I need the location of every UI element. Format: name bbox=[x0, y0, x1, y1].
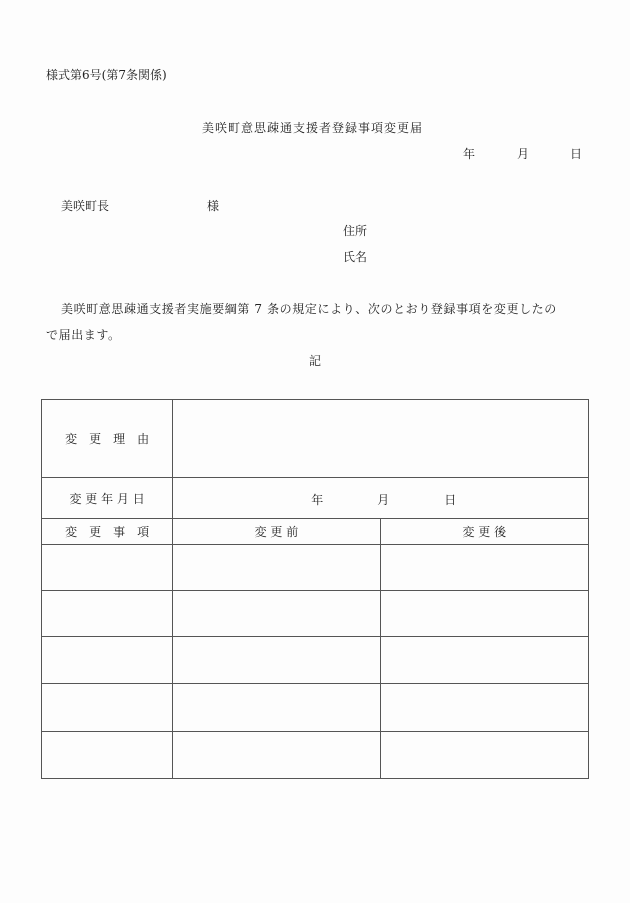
table-row bbox=[42, 591, 589, 637]
after-cell[interactable] bbox=[380, 684, 588, 732]
change-date-day: 日 bbox=[444, 493, 457, 507]
header-date-day: 日 bbox=[570, 147, 583, 161]
form-number: 様式第6号(第7条関係) bbox=[46, 68, 167, 82]
change-form-table bbox=[41, 399, 589, 779]
before-cell[interactable] bbox=[173, 732, 380, 779]
change-date-field[interactable] bbox=[173, 478, 589, 519]
change-item-cell[interactable] bbox=[42, 591, 173, 637]
body-text-line1: 美咲町意思疎通支援者実施要綱第 7 条の規定により、次のとおり登録事項を変更したの bbox=[61, 302, 557, 316]
after-cell[interactable] bbox=[380, 732, 588, 779]
reason-row bbox=[42, 400, 589, 478]
change-item-cell[interactable] bbox=[42, 545, 173, 591]
change-item-cell[interactable] bbox=[42, 684, 173, 732]
change-date-label bbox=[42, 478, 173, 519]
before-cell[interactable] bbox=[173, 591, 380, 637]
header-date-year: 年 bbox=[463, 147, 476, 161]
change-date-month: 月 bbox=[377, 493, 390, 507]
document-title: 美咲町意思疎通支援者登録事項変更届 bbox=[202, 121, 424, 135]
header-before: 変 更 前 bbox=[173, 519, 380, 545]
addressee-honorific: 様 bbox=[207, 199, 220, 213]
addressee-name: 美咲町長 bbox=[61, 199, 110, 213]
after-cell[interactable] bbox=[380, 591, 588, 637]
table-row bbox=[42, 637, 589, 684]
reason-field[interactable] bbox=[173, 400, 589, 478]
change-date-year: 年 bbox=[311, 493, 324, 507]
change-date-row bbox=[42, 478, 589, 519]
body-text-line2: で届出ます。 bbox=[46, 328, 121, 342]
before-cell[interactable] bbox=[173, 545, 380, 591]
applicant-name-label: 氏名 bbox=[343, 250, 368, 264]
applicant-address-label: 住所 bbox=[343, 224, 368, 238]
table-row bbox=[42, 732, 589, 779]
header-change-item: 変 更 事 項 bbox=[42, 519, 173, 545]
table-row bbox=[42, 684, 589, 732]
ki-heading: 記 bbox=[309, 354, 322, 368]
change-item-cell[interactable] bbox=[42, 637, 173, 684]
after-cell[interactable] bbox=[380, 637, 588, 684]
header-date-month: 月 bbox=[517, 147, 530, 161]
before-cell[interactable] bbox=[173, 684, 380, 732]
table-row bbox=[42, 545, 589, 591]
after-cell[interactable] bbox=[380, 545, 588, 591]
change-item-cell[interactable] bbox=[42, 732, 173, 779]
reason-label-text: 変 更 理 由 bbox=[65, 432, 150, 446]
header-row bbox=[42, 519, 589, 545]
header-after: 変 更 後 bbox=[380, 519, 588, 545]
reason-label bbox=[42, 400, 173, 478]
before-cell[interactable] bbox=[173, 637, 380, 684]
change-date-label-text: 変 更 年 月 日 bbox=[69, 491, 145, 506]
